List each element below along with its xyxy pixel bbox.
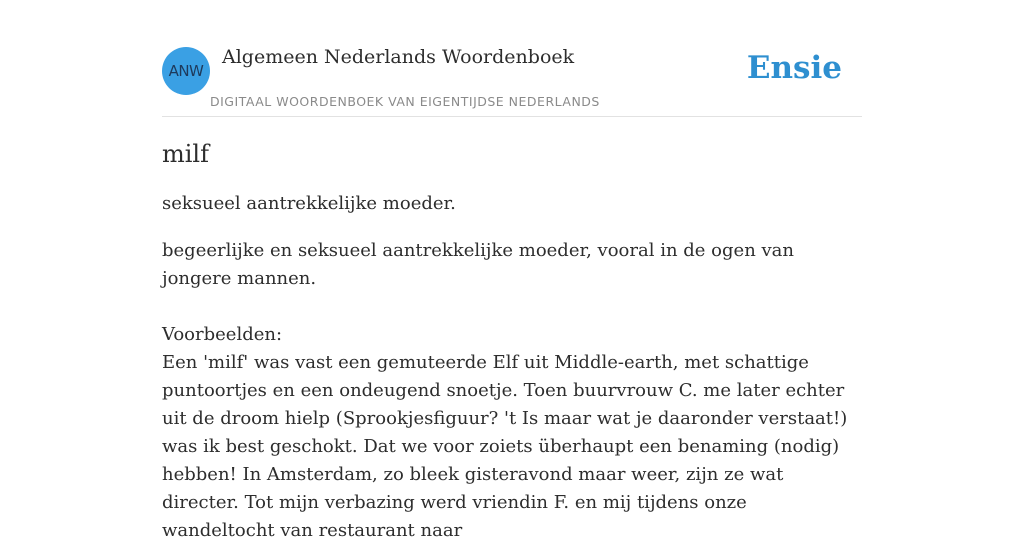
examples-label: Voorbeelden: <box>162 324 283 345</box>
headword: milf <box>162 140 209 168</box>
logo-text: ANW <box>168 62 204 80</box>
short-definition: seksueel aantrekkelijke moeder. <box>162 193 456 214</box>
entry-content <box>162 138 858 545</box>
example-text: Een 'milf' was vast een gemuteerde Elf uit Middle-earth, met schattige puntoortjes en een ondeugend snoetje. Toen buurvrouw C. me later echter uit de droom hielp (Sprookjesfiguur? 't Is maar wat je daaronder verstaat!) was ik best geschokt. Dat we voor zoiets überhaupt een benaming (nodig) hebben! In Amsterdam, zo bleek gisteravond maar weer, zijn ze wat directer. Tot mijn verbazing werd vriendin F. en mij tijdens onze wandeltocht van restaurant naar <box>162 352 848 541</box>
site-header <box>162 0 862 117</box>
site-subtitle: DIGITAAL WOORDENBOEK VAN EIGENTIJDSE NEDERLANDS <box>210 94 600 109</box>
anw-logo[interactable] <box>162 47 210 95</box>
site-title[interactable]: Algemeen Nederlands Woordenboek <box>222 46 575 68</box>
long-definition: begeerlijke en seksueel aantrekkelijke moeder, vooral in de ogen van jongere mannen. <box>162 240 794 289</box>
ensie-brand-logo[interactable]: Ensie <box>746 50 842 86</box>
